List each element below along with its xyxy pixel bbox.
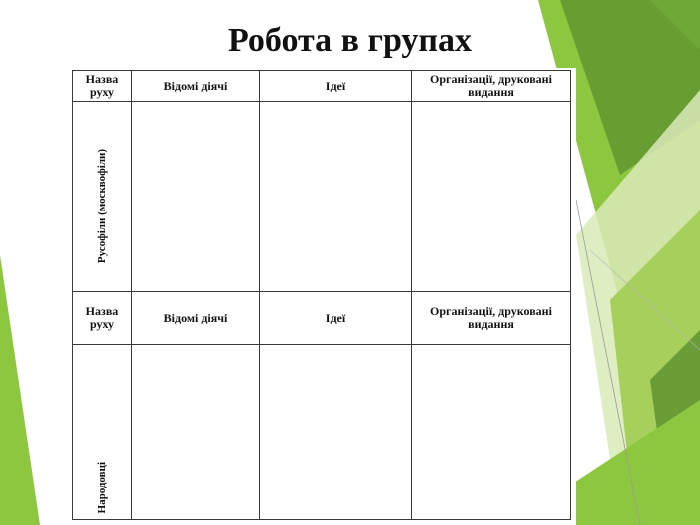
movement-label: Русофіли (москвофіли): [95, 148, 108, 263]
movement-label: Народовці: [95, 461, 108, 513]
header-cell-figures: Відомі діячі: [132, 292, 260, 345]
slide-title: Робота в групах: [228, 22, 472, 59]
movement-cell: [73, 102, 132, 292]
table-row: [73, 345, 571, 520]
table-row: [73, 102, 571, 292]
header-cell-organizations: Організації, друковані видання: [412, 71, 571, 102]
ideas-cell[interactable]: [260, 345, 412, 520]
ideas-cell[interactable]: [260, 102, 412, 292]
figures-cell[interactable]: [132, 345, 260, 520]
header-cell-ideas: Ідеї: [260, 71, 412, 102]
header-cell-organizations: Організації, друковані видання: [412, 292, 571, 345]
figures-cell[interactable]: [132, 102, 260, 292]
header-cell-figures: Відомі діячі: [132, 71, 260, 102]
organizations-cell[interactable]: [412, 102, 571, 292]
worksheet: [70, 68, 576, 525]
table-header-row: [73, 292, 571, 345]
header-cell-ideas: Ідеї: [260, 292, 412, 345]
table-header-row: [73, 71, 571, 102]
organizations-cell[interactable]: [412, 345, 571, 520]
header-cell-movement: Назва руху: [73, 71, 132, 102]
movement-cell: [73, 345, 132, 520]
groups-table: [72, 70, 571, 520]
header-cell-movement: Назва руху: [73, 292, 132, 345]
